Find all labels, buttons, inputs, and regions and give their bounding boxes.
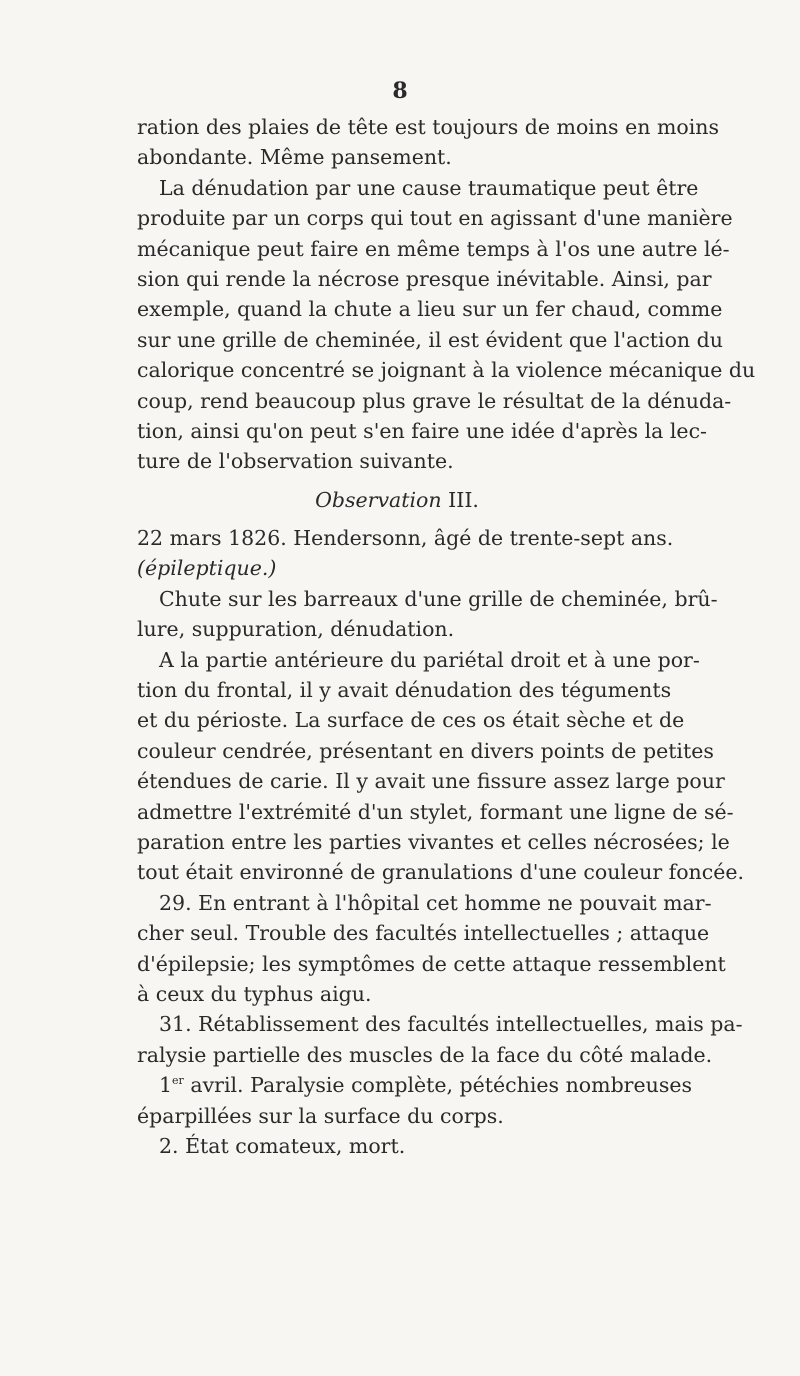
diagnosis-note: (épileptique.) <box>137 556 277 581</box>
text-line: 29. En entrant à l'hôpital cet homme ne pouvait mar- <box>159 890 712 915</box>
text-line: exemple, quand la chute a lieu sur un fer chaud, comme <box>137 297 723 322</box>
text-line-rest: avril. Paralysie complète, pétéchies nombreuses <box>183 1073 692 1098</box>
text-line: A la partie antérieure du pariétal droit et à une por- <box>159 647 700 672</box>
text-line: tion, ainsi qu'on peut s'en faire une idée d'après la lec- <box>137 418 707 443</box>
body-text <box>137 112 756 1161</box>
text-line: couleur cendrée, présentant en divers points de petites <box>137 738 714 763</box>
text-line: mécanique peut faire en même temps à l'os une autre lé- <box>137 236 730 261</box>
text-line: sion qui rende la nécrose presque inévitable. Ainsi, par <box>137 266 712 291</box>
text-line: La dénudation par une cause traumatique peut être <box>159 175 699 200</box>
text-line: abondante. Même pansement. <box>137 145 452 170</box>
text-line: à ceux du typhus aigu. <box>137 981 372 1006</box>
text-line: lure, suppuration, dénudation. <box>137 617 455 642</box>
text-line: 2. État comateux, mort. <box>159 1133 406 1158</box>
text-line <box>137 553 657 583</box>
text-line: sur une grille de cheminée, il est évident que l'action du <box>137 327 723 352</box>
observation-number: III. <box>448 487 479 512</box>
text-line: et du périoste. La surface de ces os était sèche et de <box>137 708 685 733</box>
text-line: tion du frontal, il y avait dénudation des téguments <box>137 678 672 703</box>
text-line: d'épilepsie; les symptômes de cette attaque ressemblent <box>137 951 726 976</box>
text-line: ture de l'observation suivante. <box>137 449 454 474</box>
text-line: Chute sur les barreaux d'une grille de cheminée, brû- <box>159 586 718 611</box>
text-line <box>137 1070 692 1100</box>
text-line: admettre l'extrémité d'un stylet, formant une ligne de sé- <box>137 799 734 824</box>
text-line: éparpillées sur la surface du corps. <box>137 1103 504 1128</box>
date-day: 1 <box>159 1073 173 1098</box>
text-line: ration des plaies de tête est toujours de moins en moins <box>137 115 720 139</box>
text-line: calorique concentré se joignant à la violence mécanique du <box>137 358 756 383</box>
text-line: ralysie partielle des muscles de la face du côté malade. <box>137 1042 713 1067</box>
text-line: tout était environné de granulations d'une couleur foncée. <box>137 860 745 885</box>
text-line: 22 mars 1826. Hendersonn, âgé de trente-sept ans. <box>137 526 674 551</box>
text-line: coup, rend beaucoup plus grave le résultat de la dénuda- <box>137 388 732 413</box>
text-line: produite par un corps qui tout en agissant d'une manière <box>137 206 733 231</box>
observation-heading <box>137 485 657 515</box>
observation-label: Observation <box>315 487 442 512</box>
text-line: 31. Rétablissement des facultés intellectuelles, mais pa- <box>159 1012 743 1037</box>
date-day-suffix: er <box>172 1074 184 1088</box>
page-number: 8 <box>392 78 408 104</box>
text-line: étendues de carie. Il y avait une fissure assez large pour <box>137 769 725 794</box>
text-line: cher seul. Trouble des facultés intellectuelles ; attaque <box>137 921 710 946</box>
text-line: paration entre les parties vivantes et celles nécrosées; le <box>137 829 730 854</box>
